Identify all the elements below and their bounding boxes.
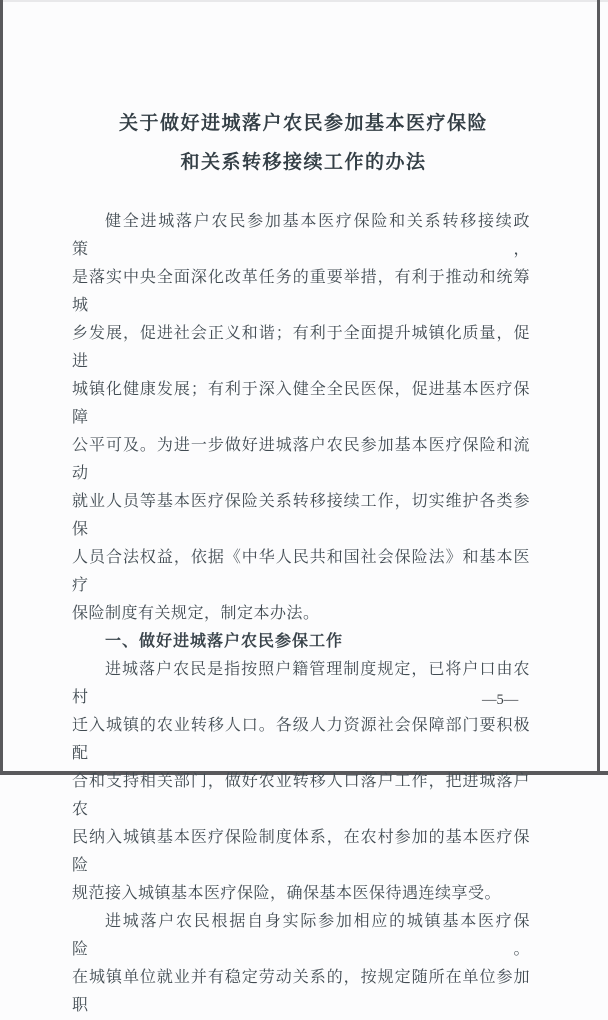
scan-edge-left — [0, 0, 3, 775]
body-line: 公平可及。为进一步做好进城落户农民参加基本医疗保险和流动 — [72, 437, 530, 482]
document-title — [16, 104, 591, 182]
body-line: 保险制度有关规定，制定本办法。 — [72, 605, 320, 622]
section-heading: 一、做好进城落户农民参保工作 — [105, 633, 344, 650]
body-line: 民纳入城镇基本医疗保险制度体系，在农村参加的基本医疗保险 — [72, 829, 530, 874]
body-line: 乡发展，促进社会正义和谐；有利于全面提升城镇化质量，促进 — [72, 325, 530, 370]
body-line: 城镇化健康发展；有利于深入健全全民医保，促进基本医疗保障 — [72, 381, 530, 426]
title-line-1: 关于做好进城落户农民参加基本医疗保险 — [118, 113, 488, 134]
body-line: 在城镇单位就业并有稳定劳动关系的，按规定随所在单位参加职 — [72, 969, 530, 1014]
document-body — [72, 208, 530, 1020]
scan-edge-right — [597, 0, 600, 775]
body-line: 就业人员等基本医疗保险关系转移接续工作，切实维护各类参保 — [72, 493, 530, 538]
body-line: 合和支持相关部门，做好农业转移人口落户工作，把进城落户农 — [72, 773, 530, 818]
body-line: 迁入城镇的农业转移人口。各级人力资源社会保障部门要积极配 — [72, 717, 530, 762]
body-line: 规范接入城镇基本医疗保险，确保基本医保待遇连续享受。 — [72, 885, 502, 902]
body-line: 是落实中央全面深化改革任务的重要举措，有利于推动和统筹城 — [72, 269, 530, 314]
body-line: 进城落户农民根据自身实际参加相应的城镇基本医疗保险。 — [72, 913, 530, 958]
page-number: —5— — [482, 692, 519, 708]
title-line-2: 和关系转移接续工作的办法 — [180, 152, 427, 173]
body-line: 人员合法权益，依据《中华人民共和国社会保险法》和基本医疗 — [72, 549, 530, 594]
scan-edge-top — [0, 0, 608, 2]
body-line: 健全进城落户农民参加基本医疗保险和关系转移接续政策， — [72, 213, 530, 258]
body-line: 进城落户农民是指按照户籍管理制度规定，已将户口由农村 — [72, 661, 530, 706]
